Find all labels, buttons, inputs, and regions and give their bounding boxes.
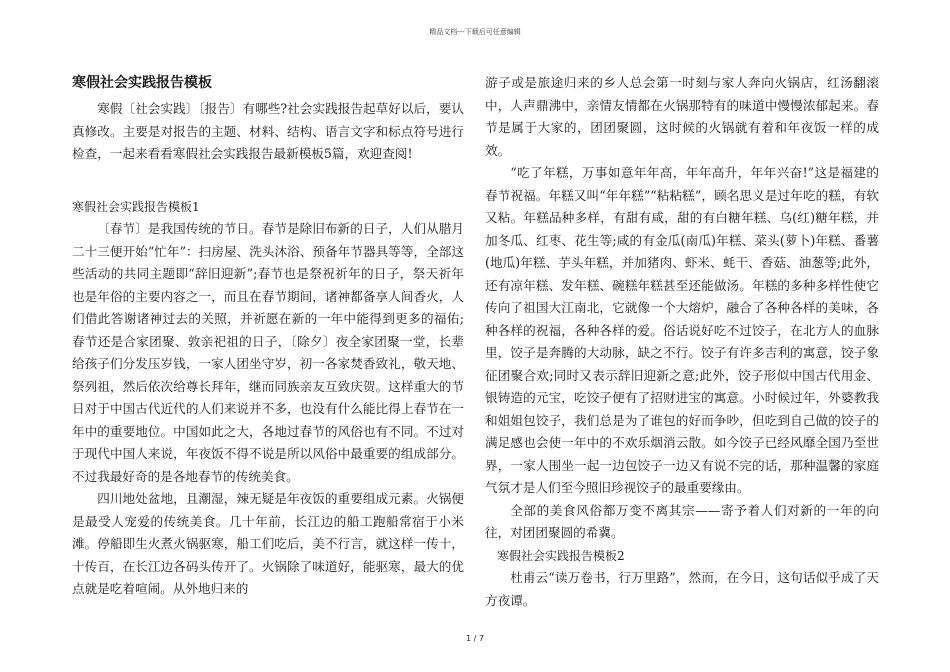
page-number-indicator: 1 / 7 [466, 634, 484, 643]
body-paragraph-1: 〔春节〕是我国传统的节日。春节是除旧布新的日子，人们从腊月二十三便开始“忙年”：扫房屋、洗头沐浴、预备年节器具等等，全部这些活动的共同主题即“辞旧迎新”;春节也是祭祝祈年的日子，祭天祈年也是年俗的主要内容之一，而且在春节期间，诸神都备享人间香火，人们借此答谢诸神过去的关照，并祈愿在新的一年中能得到更多的福佑;春节还是合家团聚、敦亲祀祖的日子，〔除夕〕夜全家团聚一堂，长辈给孩子们分发压岁钱，一家人团坐守岁，初一各家焚香致礼，敬天地、祭列祖，然后依次给尊长拜年，继而同族亲友互致庆贺。这样重大的节日对于中国古代近代的人们来说并不多，也没有什么能比得上春节在一年中的重要地位。中国如此之大，各地过春节的风俗也有不同。不过对于现代中国人来说，年夜饭不得不说是所以风俗中最重要的组成部分。不过我最好奇的是各地春节的传统美食。 [72, 221, 464, 484]
right-column [485, 72, 879, 612]
section-heading-1: 寒假社会实践报告模板1 [72, 199, 200, 214]
body-paragraph-4: 全部的美食风俗都万变不离其宗——寄予着人们对新的一年的向往，对团团聚圆的希冀。 [485, 502, 879, 540]
document-header-banner: 精品文档---下载后可任意编辑 [429, 28, 521, 36]
body-paragraph-2: 四川地处盆地，且潮湿，辣无疑是年夜饭的重要组成元素。火锅便是最受人宠爱的传统美食。几十年前，长江边的船工跑船常宿于小米滩。停船即生火煮火锅驱寒，船工们吃后，美不行言，就这样一传十，十传百，在长江边各码头传开了。火锅除了味道好，能驱寒，最大的优点就是吃着喧闹。从外地归来的 [72, 491, 464, 596]
body-paragraph-2-continued: 游子或是旅途归来的乡人总会第一时刻与家人奔向火锅店，红汤翻滚中，人声鼎沸中，亲情友情都在火锅那特有的味道中慢慢浓郁起来。春节是属于大家的，团团聚圆，这时候的火锅就有着和年夜饭一样的成效。 [485, 75, 879, 158]
left-column [72, 72, 464, 601]
document-title: 寒假社会实践报告模板 [72, 75, 212, 91]
section-heading-2: 寒假社会实践报告模板2 [497, 548, 625, 563]
intro-paragraph: 寒假〔社会实践〕〔报告〕有哪些?社会实践报告起草好以后，要认真修改。主要是对报告的主题、材料、结构、语言文字和标点符号进行检查，一起来看看寒假社会实践报告最新模板5篇，欢迎查阅! [72, 101, 464, 161]
body-paragraph-5: 杜甫云“读万卷书，行万里路”，然而，在今日，这句话似乎成了天方夜谭。 [485, 570, 879, 608]
body-paragraph-3: “吃了年糕，万事如意年年高，年年高升，年年兴奋!”这是福建的春节祝福。年糕又叫“年年糕”“粘粘糕”，顾名思义是过年吃的糕，有软又粘。年糕品种多样，有甜有咸，甜的有白糖年糕、乌(红)糖年糕，并加冬瓜、红枣、花生等;咸的有金瓜(南瓜)年糕、菜头(萝卜)年糕、番薯(地瓜)年糕、芋头年糕，并加猪肉、虾米、蚝干、香菇、油葱等;此外，还有凉年糕、发年糕、碗糕年糕甚至还能做汤。年糕的多种多样性使它传向了祖国大江南北，它就像一个大熔炉，融合了各种各样的美味，各种各样的祝福，各种各样的爱。俗话说好吃不过饺子，在北方人的血脉里，饺子是奔腾的大动脉，缺之不行。饺子有许多吉利的寓意，饺子象征团聚合欢;同时又表示辞旧迎新之意;此外，饺子形似中国古代用金、银铸造的元宝，吃饺子便有了招财进宝的寓意。小时候过年，外婆教我和姐姐包饺子，我们总是为了谁包的好而争吵，但吃到自己做的饺子的满足感也会使一年中的不欢乐烟消云散。如今饺子已经风靡全国乃至世界，一家人围坐一起一边包饺子一边又有说不完的话，那种温馨的家庭气氛才是人们至今照旧珍视饺子的最重要缘由。 [485, 165, 879, 495]
